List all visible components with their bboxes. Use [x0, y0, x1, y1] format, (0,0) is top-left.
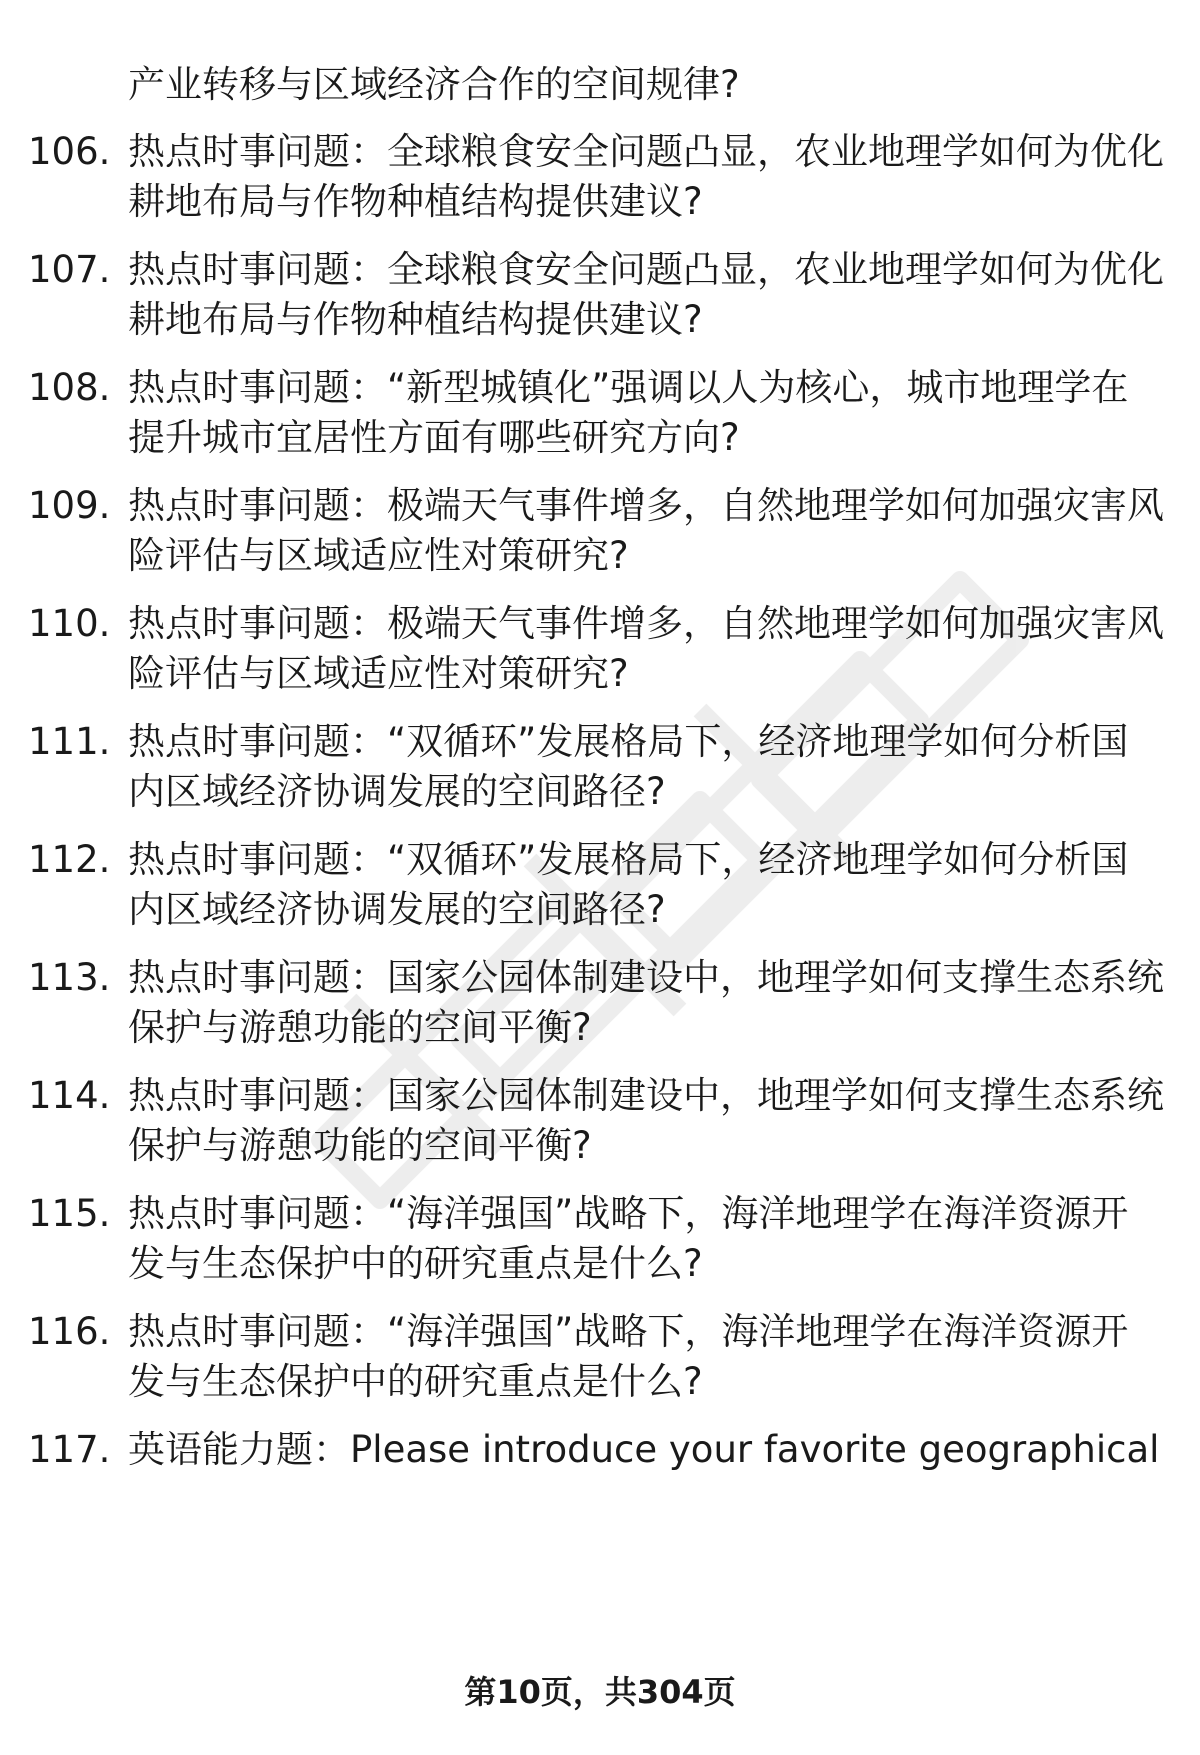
question-text — [128, 1071, 1168, 1171]
question-number: 115. — [28, 1192, 111, 1235]
question-line: 热点时事问题：极端天气事件增多，自然地理学如何加强灾害风 — [128, 484, 1164, 527]
question-number: 117. — [28, 1428, 111, 1471]
question-text — [128, 1307, 1168, 1407]
continuation-line: 产业转移与区域经济合作的空间规律? — [128, 63, 740, 106]
question-line: 险评估与区域适应性对策研究? — [128, 652, 629, 695]
question-number: 111. — [28, 720, 111, 763]
question-item — [28, 599, 1178, 699]
question-line: 热点时事问题：“海洋强国”战略下，海洋地理学在海洋资源开 — [128, 1192, 1129, 1235]
question-line: 发与生态保护中的研究重点是什么? — [128, 1242, 703, 1285]
question-number: 112. — [28, 838, 111, 881]
question-number: 108. — [28, 366, 111, 409]
question-line: 内区域经济协调发展的空间路径? — [128, 770, 666, 813]
question-line: 热点时事问题：极端天气事件增多，自然地理学如何加强灾害风 — [128, 602, 1164, 645]
question-item — [28, 245, 1178, 345]
question-line: 热点时事问题：全球粮食安全问题凸显，农业地理学如何为优化 — [128, 248, 1164, 291]
question-line: 险评估与区域适应性对策研究? — [128, 534, 629, 577]
question-number: 114. — [28, 1074, 111, 1117]
question-number: 110. — [28, 602, 111, 645]
question-line: 内区域经济协调发展的空间路径? — [128, 888, 666, 931]
question-text — [128, 835, 1168, 935]
question-text — [128, 127, 1168, 227]
question-item — [28, 953, 1178, 1053]
question-text — [128, 481, 1168, 581]
question-item — [28, 481, 1178, 581]
question-item — [28, 1307, 1178, 1407]
question-number: 113. — [28, 956, 111, 999]
question-line: 热点时事问题：国家公园体制建设中，地理学如何支撑生态系统 — [128, 956, 1164, 999]
question-line: 提升城市宜居性方面有哪些研究方向? — [128, 416, 740, 459]
question-line: 热点时事问题：“海洋强国”战略下，海洋地理学在海洋资源开 — [128, 1310, 1129, 1353]
question-item — [28, 127, 1178, 227]
question-line: 热点时事问题：全球粮食安全问题凸显，农业地理学如何为优化 — [128, 130, 1164, 173]
question-line: 保护与游憩功能的空间平衡? — [128, 1006, 592, 1049]
question-line: 热点时事问题：“双循环”发展格局下，经济地理学如何分析国 — [128, 720, 1129, 763]
question-item — [28, 363, 1178, 463]
question-line: 热点时事问题：国家公园体制建设中，地理学如何支撑生态系统 — [128, 1074, 1164, 1117]
question-line: 热点时事问题：“新型城镇化”强调以人为核心，城市地理学在 — [128, 366, 1129, 409]
question-text — [128, 1425, 1168, 1475]
page-footer: 第10页，共304页 — [464, 1673, 736, 1711]
question-line: 保护与游憩功能的空间平衡? — [128, 1124, 592, 1167]
question-text — [128, 717, 1168, 817]
question-item — [28, 1189, 1178, 1289]
question-line: 英语能力题：Please introduce your favorite geographical — [128, 1428, 1160, 1471]
question-text — [128, 953, 1168, 1053]
question-number: 116. — [28, 1310, 111, 1353]
question-text — [128, 245, 1168, 345]
question-line: 发与生态保护中的研究重点是什么? — [128, 1360, 703, 1403]
question-number: 109. — [28, 484, 111, 527]
question-text — [128, 1189, 1168, 1289]
question-item — [28, 835, 1178, 935]
question-item — [28, 717, 1178, 817]
question-text — [128, 599, 1168, 699]
question-item — [28, 1425, 1178, 1475]
question-line: 耕地布局与作物种植结构提供建议? — [128, 180, 703, 223]
question-line: 耕地布局与作物种植结构提供建议? — [128, 298, 703, 341]
question-text — [128, 363, 1168, 463]
question-number: 107. — [28, 248, 111, 291]
question-line: 热点时事问题：“双循环”发展格局下，经济地理学如何分析国 — [128, 838, 1129, 881]
question-number: 106. — [28, 130, 111, 173]
question-item — [28, 1071, 1178, 1171]
